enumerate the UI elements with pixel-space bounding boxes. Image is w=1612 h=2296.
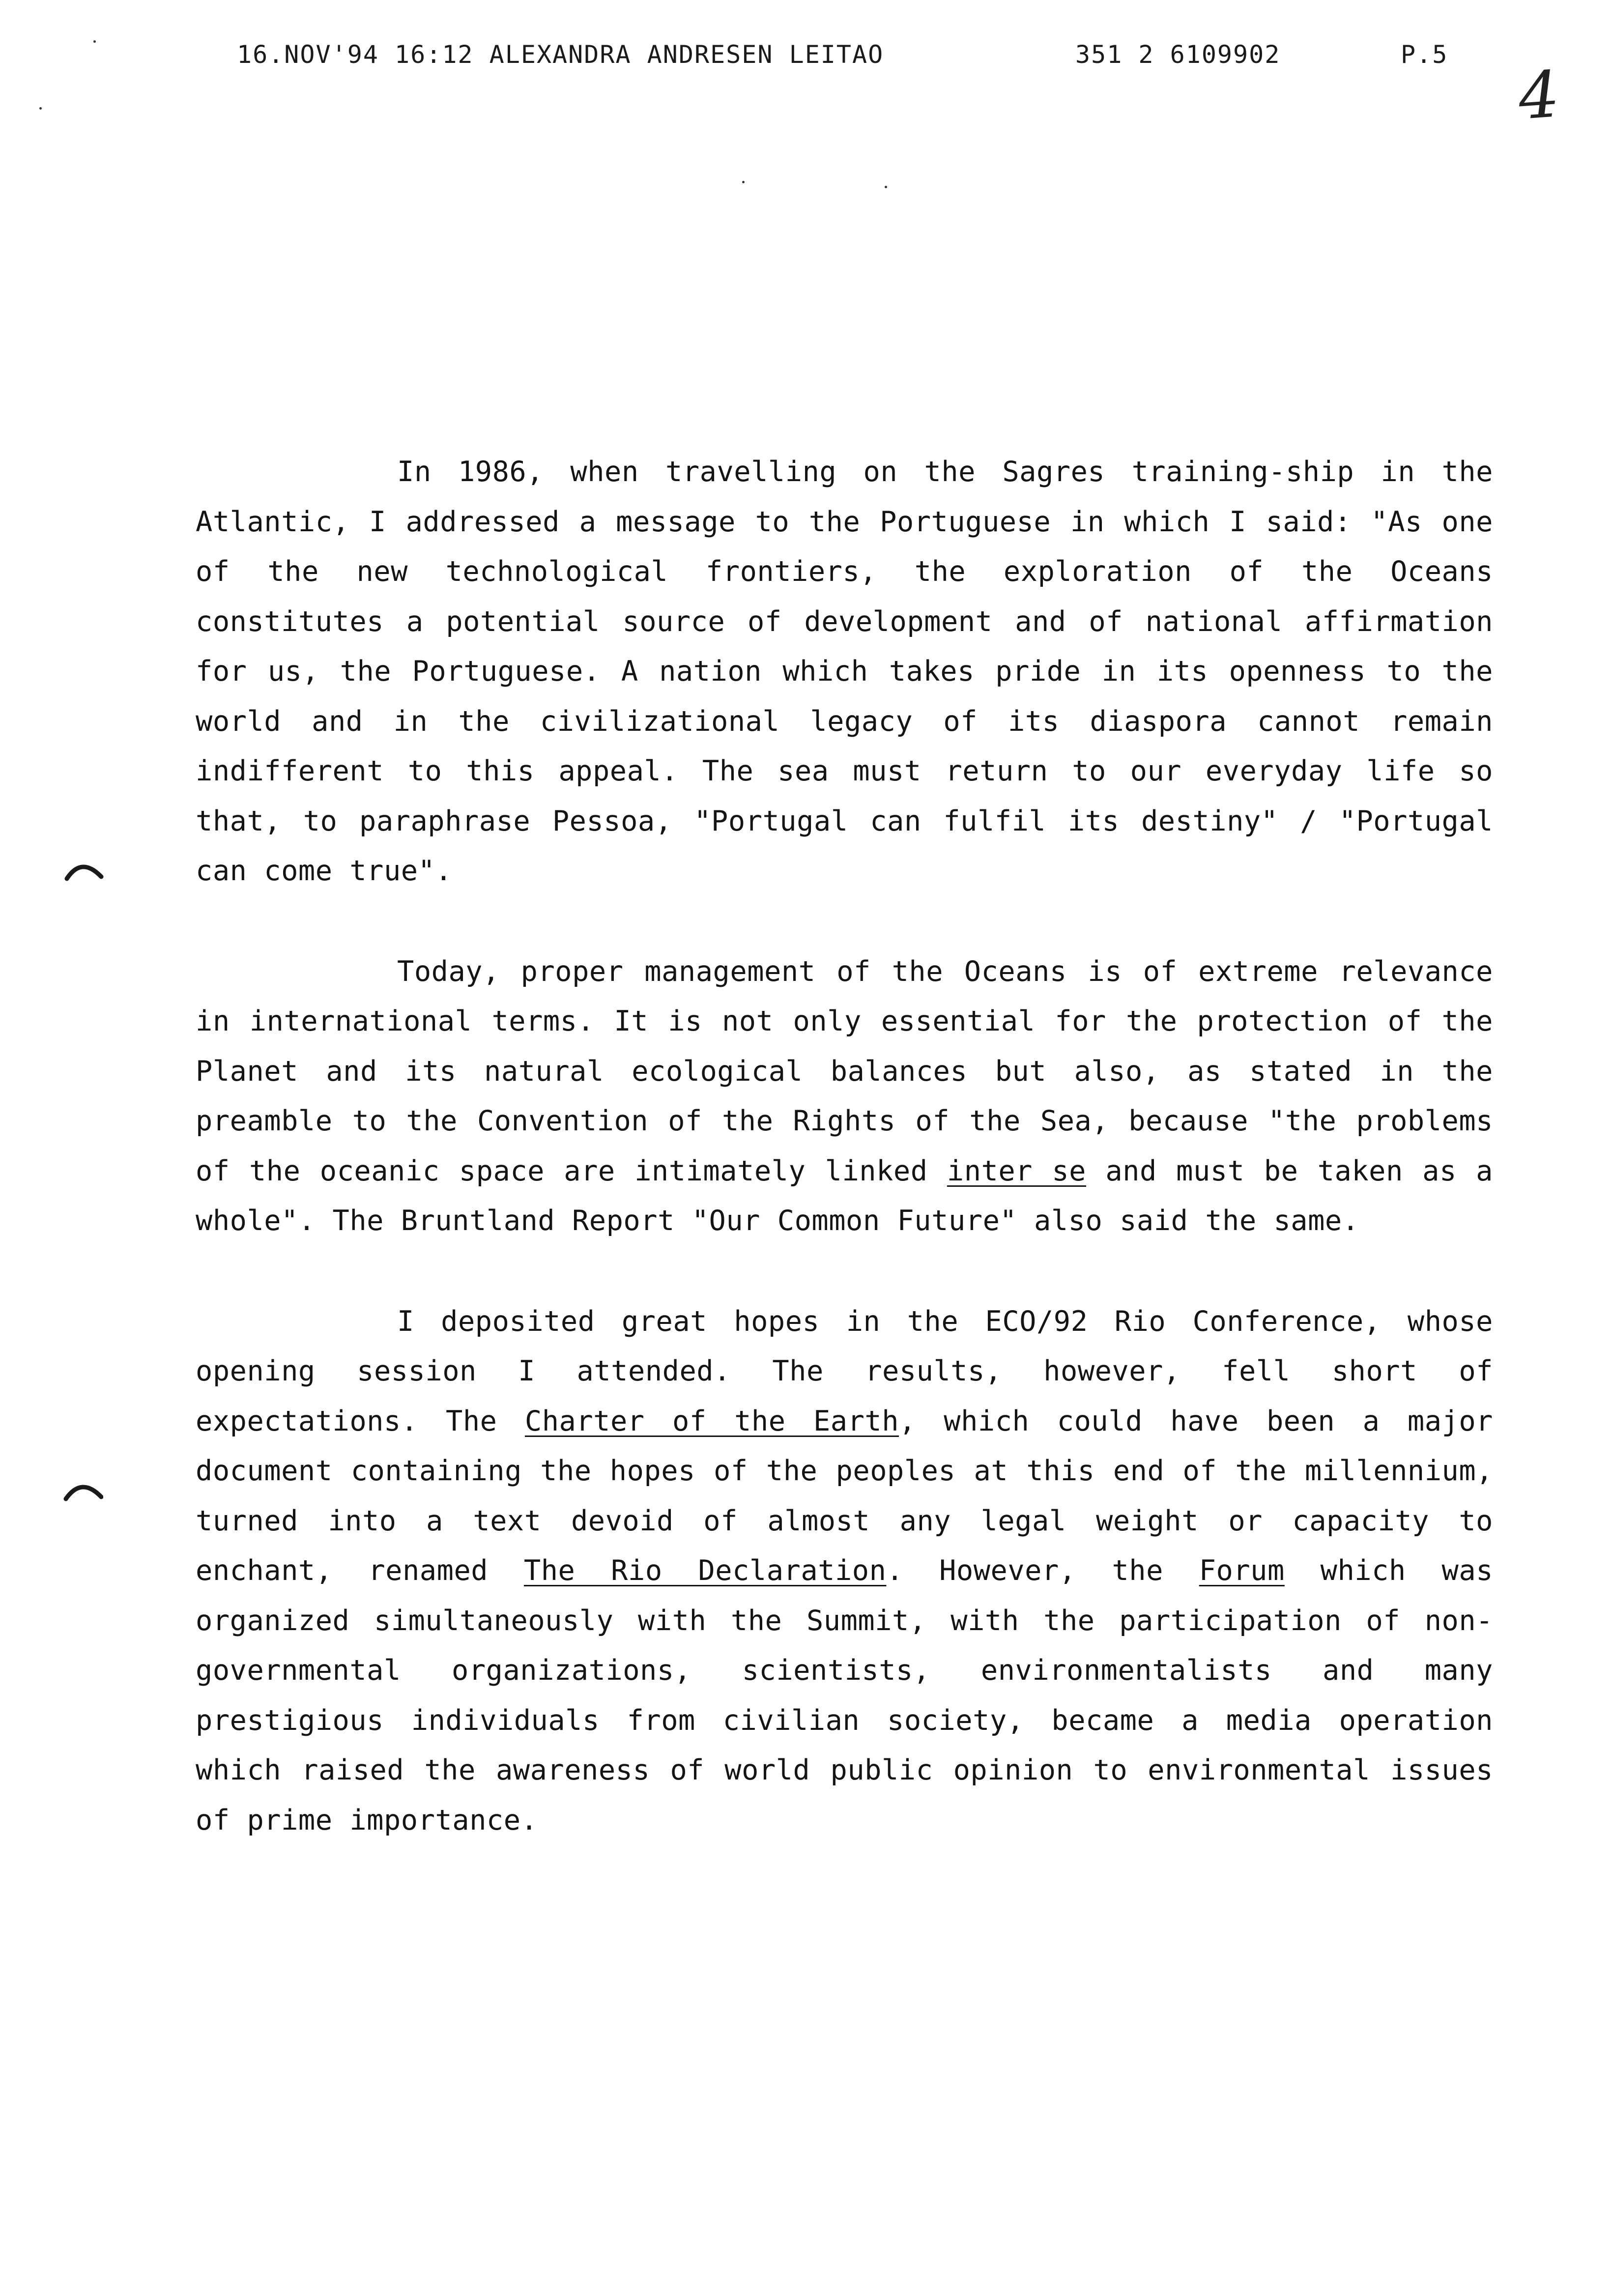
body-paragraph (196, 947, 1493, 1246)
paragraph-text: , which could have been a major document containing the hopes of the peoples at this end of the millennium, turned into a text devoid of almost any legal weight or capacity to enchant, renamed (196, 1405, 1493, 1587)
scan-speck (885, 186, 887, 188)
fax-page-indicator: P.5 (1401, 40, 1448, 69)
scan-speck (39, 107, 42, 110)
paragraph-text: I deposited great hopes in the ECO/92 Rio Conference, whose opening session I attended. The results, however, fell short of expectations. The (196, 1305, 1493, 1437)
punch-hole-mark-icon (63, 1474, 103, 1503)
scan-speck (93, 40, 96, 43)
scan-speck (742, 181, 745, 183)
fax-transmission-header (0, 40, 1612, 80)
underlined-term: The Rio Declaration (523, 1554, 887, 1587)
paragraph-text: and must be taken as a whole". The Bruntland Report "Our Common Future" also said the same. (196, 1154, 1493, 1237)
fax-phone-number: 351 2 6109902 (1075, 40, 1281, 69)
fax-datetime-sender: 16.NOV'94 16:12 ALEXANDRA ANDRESEN LEITAO (237, 40, 884, 69)
handwritten-page-number: 4 (1516, 57, 1562, 134)
body-paragraph (196, 1297, 1493, 1846)
paragraph-text: . However, the (886, 1554, 1199, 1587)
underlined-term: inter se (947, 1154, 1086, 1187)
paragraph-text: In 1986, when travelling on the Sagres training-ship in the Atlantic, I addressed a message to the Portuguese in which I said: "As one of the new technological frontiers, the exploration of the Oceans constitutes a potential source of development and of national affirmation for us, the Portuguese. A nation which takes pride in its openness to the world and in the civilizational legacy of its diaspora cannot remain indifferent to this appeal. The sea must return to our everyday life so that, to paraphrase Pessoa, "Portugal can fulfil its destiny" / "Portugal can come true". (196, 456, 1493, 887)
punch-hole-mark-icon (64, 854, 104, 883)
underlined-term: Forum (1199, 1554, 1285, 1587)
body-paragraph (196, 447, 1493, 896)
paragraph-text: which was organized simultaneously with the Summit, with the participation of non-governmental organizations, scientists, environmentalists and many prestigious individuals from civilian society, became a media operation which raised the awareness of world public opinion to environmental issues of prime importance. (196, 1554, 1494, 1837)
paragraph-text: Today, proper management of the Oceans is of extreme relevance in international terms. It is not only essential for the protection of the Planet and its natural ecological balances but also, as stated in the preamble to the Convention of the Rights of the Sea, because "the problems of the oceanic space are intimately linked (196, 955, 1493, 1187)
underlined-term: Charter of the Earth (524, 1405, 899, 1437)
letter-body (196, 447, 1493, 1896)
